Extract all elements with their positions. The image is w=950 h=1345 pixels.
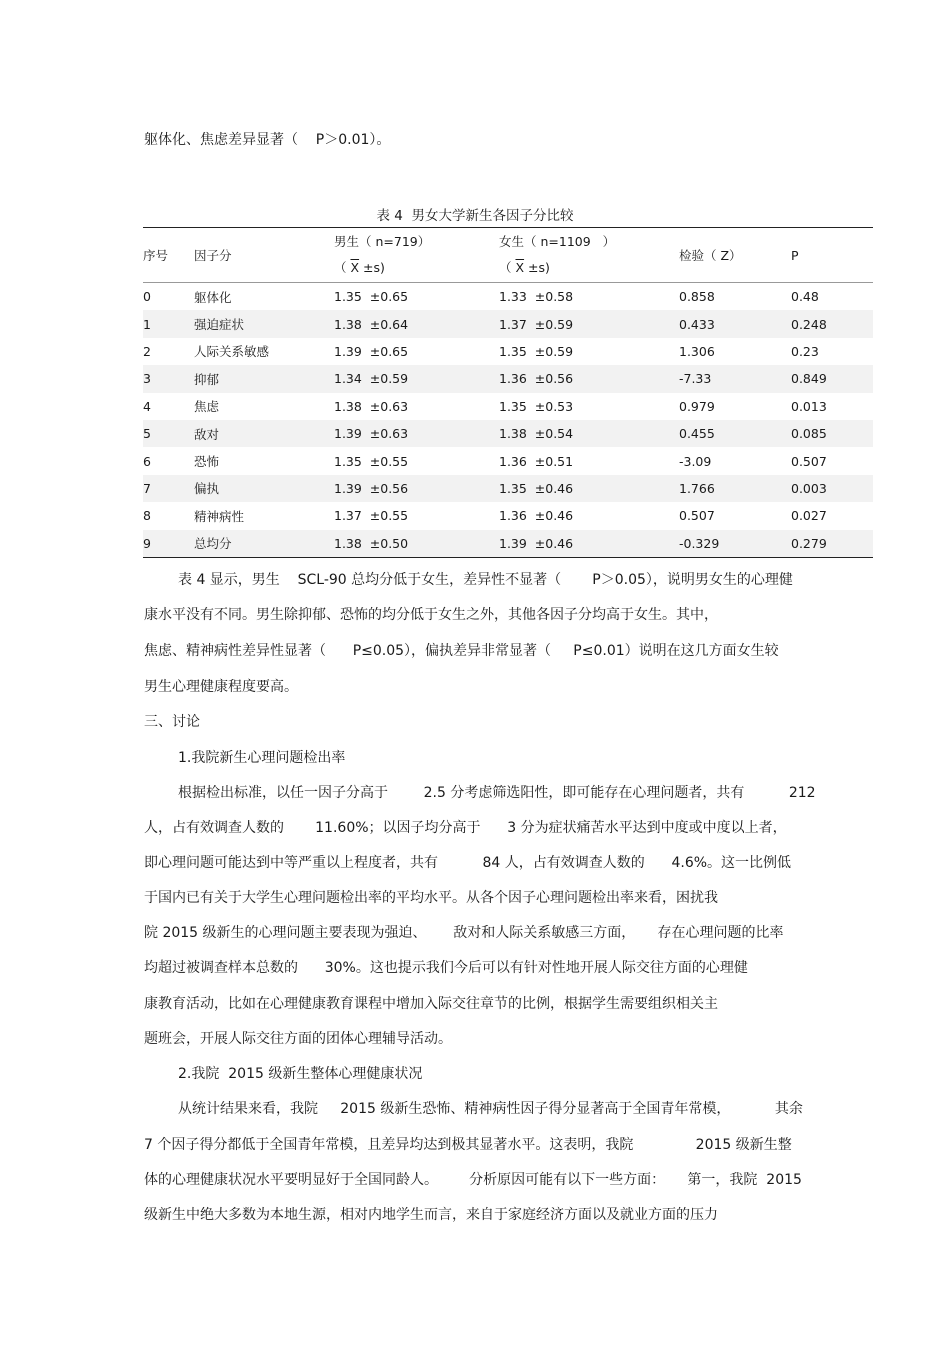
header-p: P — [791, 228, 873, 283]
header-male-paren: （ — [334, 260, 351, 275]
paragraph-line: 表 4 显示，男生 SCL-90 总均分低于女生，差异性不显著（ P＞0.05），说明男女生的心理健 — [178, 572, 793, 588]
cell-factor: 总均分 — [194, 530, 334, 558]
cell-index: 3 — [143, 365, 194, 392]
table-row — [143, 530, 873, 558]
mean-symbol: $\overline{X}$ — [515, 260, 525, 275]
paragraph-line: 焦虑、精神病性差异性显著（ P≤0.05），偏执差异非常显著（ P≤0.01）说明在这几方面女生较 — [144, 643, 779, 659]
table-row — [143, 310, 873, 337]
cell-z: 1.306 — [679, 343, 715, 359]
cell-male: 1.38 ±0.50 — [334, 530, 499, 558]
table-row — [143, 365, 873, 392]
cell-z: 0.979 — [679, 398, 715, 414]
cell-factor: 精神病性 — [194, 508, 245, 524]
section-heading: 2.我院 2015 级新生整体心理健康状况 — [178, 1066, 423, 1082]
cell-index: 7 — [143, 475, 194, 502]
cell-p: 0.085 — [791, 420, 873, 447]
cell-female: 1.35 ±0.53 — [499, 398, 574, 414]
header-female — [499, 228, 679, 283]
table-row — [143, 338, 873, 365]
intro-line: 躯体化、焦虑差异显著（ P＞0.01）。 — [144, 132, 391, 148]
cell-index: 1 — [143, 310, 194, 337]
table-caption: 表 4 男女大学新生各因子分比较 — [376, 208, 574, 224]
cell-p: 0.003 — [791, 475, 873, 502]
paragraph-line: 7 个因子得分都低于全国青年常模，且差异均达到极其显著水平。这表明，我院 2015 级新生整 — [144, 1137, 792, 1153]
header-male — [334, 228, 499, 283]
header-female-line2 — [499, 255, 679, 281]
cell-p: 0.507 — [791, 453, 827, 469]
cell-p: 0.48 — [791, 289, 819, 305]
paragraph-line: 从统计结果来看，我院 2015 级新生恐怖、精神病性因子得分显著高于全国青年常模， 其余 — [178, 1101, 803, 1117]
cell-male: 1.35 ±0.65 — [334, 289, 409, 305]
cell-factor: 偏执 — [194, 475, 334, 502]
table-row — [143, 283, 873, 311]
cell-factor: 躯体化 — [194, 289, 232, 305]
mean-symbol: $\overline{X}$ — [350, 260, 360, 275]
cell-female: 1.38 ±0.54 — [499, 420, 679, 447]
table-row — [143, 502, 873, 529]
paragraph-line: 题班会，开展人际交往方面的团体心理辅导活动。 — [144, 1031, 452, 1047]
cell-factor: 焦虑 — [194, 399, 220, 415]
cell-index: 9 — [143, 530, 194, 558]
header-male-line1: 男生（ n=719） — [334, 234, 431, 249]
paragraph-line: 康水平没有不同。男生除抑郁、恐怖的均分低于女生之外，其他各因子分均高于女生。其中， — [144, 607, 718, 623]
cell-male: 1.38 ±0.63 — [334, 398, 409, 414]
cell-female: 1.37 ±0.59 — [499, 310, 679, 337]
cell-p: 0.248 — [791, 310, 873, 337]
cell-factor: 抑郁 — [194, 365, 334, 392]
cell-factor: 敌对 — [194, 420, 334, 447]
cell-z: 0.858 — [679, 289, 715, 305]
cell-index: 5 — [143, 420, 194, 447]
cell-index: 8 — [143, 508, 151, 524]
cell-p: 0.23 — [791, 343, 819, 359]
cell-male: 1.39 ±0.65 — [334, 343, 409, 359]
cell-female: 1.36 ±0.56 — [499, 365, 679, 392]
table-header-row — [143, 228, 873, 283]
cell-z: -7.33 — [679, 365, 791, 392]
header-test: 检验（ Z） — [679, 228, 791, 283]
cell-male: 1.39 ±0.63 — [334, 420, 499, 447]
comparison-table — [143, 227, 873, 558]
table-row — [143, 393, 873, 420]
header-female-sd: ±s) — [524, 260, 550, 275]
cell-female: 1.39 ±0.46 — [499, 530, 679, 558]
cell-p: 0.849 — [791, 365, 873, 392]
table-row — [143, 475, 873, 502]
cell-z: 0.433 — [679, 310, 791, 337]
section-heading: 1.我院新生心理问题检出率 — [178, 750, 346, 766]
cell-z: -0.329 — [679, 530, 791, 558]
table-body — [143, 283, 873, 558]
cell-female: 1.36 ±0.46 — [499, 508, 574, 524]
cell-z: 1.766 — [679, 475, 791, 502]
header-male-sd: ±s) — [359, 260, 385, 275]
cell-male: 1.39 ±0.56 — [334, 475, 499, 502]
cell-male: 1.38 ±0.64 — [334, 310, 499, 337]
table-row — [143, 447, 873, 474]
paragraph-line: 即心理问题可能达到中等严重以上程度者，共有 84 人，占有效调查人数的 4.6%。这一比例低 — [144, 855, 792, 871]
header-female-line1: 女生（ n=1109 ） — [499, 234, 616, 249]
cell-z: 0.507 — [679, 508, 715, 524]
header-index: 序号 — [143, 228, 194, 283]
header-male-line2 — [334, 255, 499, 281]
paragraph-line: 于国内已有关于大学生心理问题检出率的平均水平。从各个因子心理问题检出率来看，困扰我 — [144, 890, 718, 906]
paragraph-line: 人，占有效调查人数的 11.60%；以因子均分高于 3 分为症状痛苦水平达到中度或中度以上者， — [144, 820, 787, 836]
paragraph-line: 级新生中绝大多数为本地生源，相对内地学生而言，来自于家庭经济方面以及就业方面的压力 — [144, 1207, 718, 1223]
cell-male: 1.37 ±0.55 — [334, 508, 409, 524]
header-female-paren: （ — [499, 260, 516, 275]
cell-female: 1.36 ±0.51 — [499, 453, 574, 469]
cell-factor: 恐怖 — [194, 454, 220, 470]
cell-female: 1.33 ±0.58 — [499, 289, 574, 305]
cell-female: 1.35 ±0.59 — [499, 343, 574, 359]
cell-z: 0.455 — [679, 420, 791, 447]
table-row — [143, 420, 873, 447]
paragraph-line: 院 2015 级新生的心理问题主要表现为强迫、 敌对和人际关系敏感三方面， 存在心理问题的比率 — [144, 925, 784, 941]
cell-z: -3.09 — [679, 453, 712, 469]
paragraph-line: 男生心理健康程度要高。 — [144, 679, 298, 695]
cell-index: 6 — [143, 453, 151, 469]
paragraph-line: 根据检出标准，以任一因子分高于 2.5 分考虑筛选阳性，即可能存在心理问题者，共有 212 — [178, 785, 816, 801]
cell-factor: 强迫症状 — [194, 310, 334, 337]
paragraph-line: 均超过被调查样本总数的 30%。这也提示我们今后可以有针对性地开展人际交往方面的心理健 — [144, 960, 748, 976]
header-factor: 因子分 — [194, 228, 334, 283]
cell-p: 0.279 — [791, 530, 873, 558]
paragraph-line: 康教育活动，比如在心理健康教育课程中增加入际交往章节的比例，根据学生需要组织相关主 — [144, 996, 718, 1012]
cell-index: 0 — [143, 289, 151, 305]
section-heading: 三、讨论 — [144, 714, 200, 730]
cell-female: 1.35 ±0.46 — [499, 475, 679, 502]
cell-p: 0.027 — [791, 508, 827, 524]
cell-male: 1.35 ±0.55 — [334, 453, 409, 469]
cell-factor: 人际关系敏感 — [194, 344, 270, 360]
cell-index: 4 — [143, 398, 151, 414]
paragraph-line: 体的心理健康状况水平要明显好于全国同龄人。 分析原因可能有以下一些方面： 第一，我院 2015 — [144, 1172, 802, 1188]
cell-p: 0.013 — [791, 398, 827, 414]
cell-male: 1.34 ±0.59 — [334, 365, 499, 392]
cell-index: 2 — [143, 343, 151, 359]
